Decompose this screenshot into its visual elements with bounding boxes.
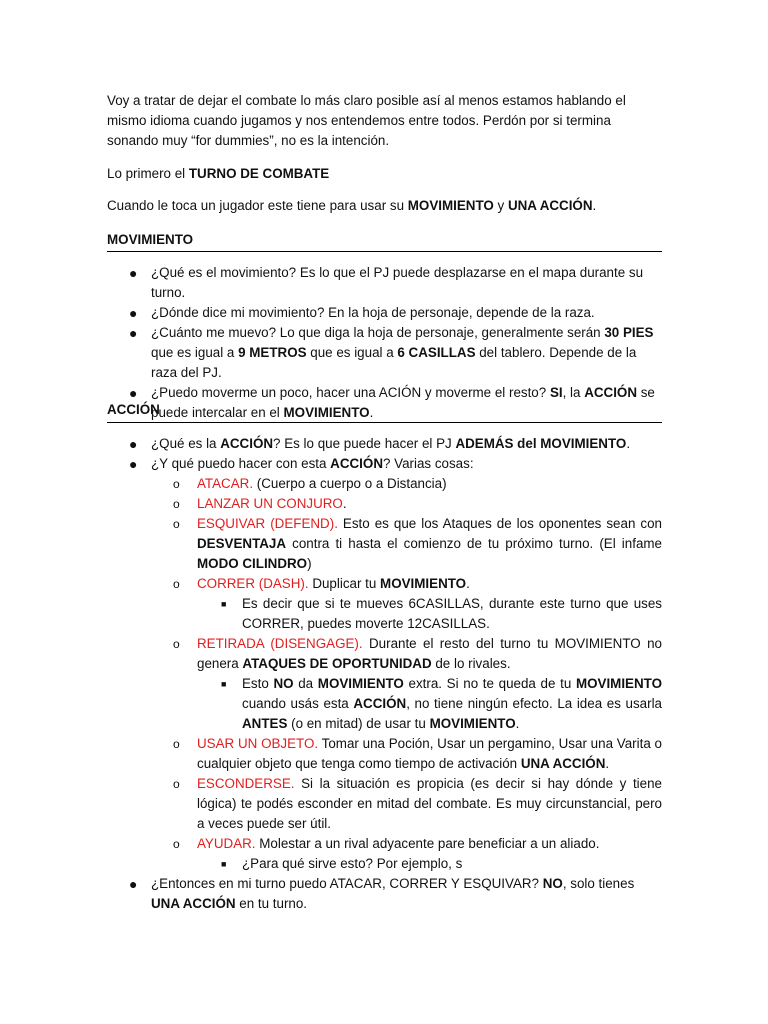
bold-text: ACCIÓN (220, 436, 274, 451)
sub-item-text: , no tiene ningún efecto. La idea es usarla (406, 696, 662, 711)
action-name: ESQUIVAR (DEFEND). (197, 516, 338, 531)
list-item-text: , la (562, 385, 585, 400)
list-item (0, 454, 662, 474)
circle-marker: o (173, 777, 180, 791)
sub-item (0, 854, 662, 874)
square-marker: ■ (221, 679, 227, 689)
action-text: Duplicar tu (308, 576, 381, 591)
list-item (0, 263, 662, 303)
list-item-text: . (369, 405, 374, 420)
action-name: LANZAR UN CONJURO (197, 496, 343, 511)
action-item-esconderse (0, 774, 662, 834)
list-item-text: ¿Cuánto me muevo? Lo que diga la hoja de personaje, generalmente serán (151, 325, 605, 340)
section-divider (107, 251, 662, 252)
list-item-text: ¿Qué es la (151, 436, 221, 451)
action-name: USAR UN OBJETO. (197, 736, 319, 751)
list-item-text: que es igual a (151, 345, 239, 360)
bullet-marker: ● (129, 876, 138, 892)
list-item-text: ¿Qué es el movimiento? Es lo que el PJ puede desplazarse en el mapa durante su turno. (151, 265, 644, 300)
list-item-text: en tu turno. (235, 896, 308, 911)
bold-text: ACCIÓN (330, 456, 383, 471)
bold-text: 6 CASILLAS (397, 345, 476, 360)
action-text: Esto es que los Ataques de los oponentes sean con (337, 516, 663, 531)
bold-text: MODO CILINDRO (197, 556, 308, 571)
circle-marker: o (173, 737, 180, 751)
action-text: Durante el resto del turno tu MOVIMIENTO no genera (197, 636, 662, 671)
section-divider (107, 422, 662, 423)
list-item-text: . (626, 436, 631, 451)
bold-text: 30 PIES (604, 325, 654, 340)
bold-text: MOVIMIENTO (380, 576, 467, 591)
list-item (0, 383, 662, 423)
circle-marker: o (173, 517, 180, 531)
bold-text: ACCIÓN (353, 696, 407, 711)
action-text: . (342, 496, 347, 511)
action-text: . (605, 756, 610, 771)
list-item (0, 434, 662, 454)
movimiento-heading: MOVIMIENTO (107, 232, 194, 247)
action-text: contra ti hasta el comienzo de tu próximo turno. (El infame (286, 536, 662, 551)
bold-text: UNA ACCIÓN (151, 896, 236, 911)
circle-marker: o (173, 497, 180, 511)
action-item-ayudar (0, 834, 662, 854)
action-item-correr (0, 574, 662, 594)
turno-paragraph (107, 164, 662, 184)
square-marker: ■ (221, 859, 227, 869)
bullet-marker: ● (129, 305, 138, 321)
action-item-objeto (0, 734, 662, 774)
sub-item-text: cuando usás esta (242, 696, 354, 711)
bold-text: SI (549, 385, 563, 400)
action-name: ATACAR. (197, 476, 254, 491)
circle-marker: o (173, 577, 180, 591)
sub-item-text: da (293, 676, 318, 691)
sub-item-text: (o en mitad) de usar tu (287, 716, 430, 731)
bullet-marker: ● (129, 265, 138, 281)
sub-item-text: . (515, 716, 520, 731)
intro-paragraph: Voy a tratar de dejar el combate lo más claro posible así al menos estamos hablando el mismo idioma cuando jugamos y nos entendemos entre todos. Perdón por si termina sonando muy “for dummies”, no es la intención. (107, 93, 626, 148)
bullet-marker: ● (129, 325, 138, 341)
action-item-retirada (0, 634, 662, 674)
list-item-text: que es igual a (306, 345, 398, 360)
bold-text: ATAQUES DE OPORTUNIDAD (242, 656, 432, 671)
cuando-text: . (592, 198, 597, 213)
list-item-text: ¿Dónde dice mi movimiento? En la hoja de personaje, depende de la raza. (151, 305, 595, 320)
cuando-bold-movimiento: MOVIMIENTO (407, 198, 494, 213)
list-item-text: ¿Entonces en mi turno puedo ATACAR, CORRER Y ESQUIVAR? (151, 876, 543, 891)
bold-text: DESVENTAJA (197, 536, 287, 551)
action-item-lanzar (0, 494, 662, 514)
bold-text: MOVIMIENTO (317, 676, 404, 691)
list-item-text: del tablero. Depende de la raza del PJ. (151, 345, 637, 380)
action-text: . (466, 576, 470, 591)
action-item-esquivar (0, 514, 662, 574)
sub-item-text: extra. Si no te queda de tu (403, 676, 576, 691)
bold-text: MOVIMIENTO (283, 405, 370, 420)
list-item-text: , solo tienes (562, 876, 635, 891)
accion-heading: ACCIÓN (107, 402, 160, 417)
sub-item (0, 674, 662, 734)
cuando-text: y (493, 198, 508, 213)
bullet-marker: ● (129, 436, 138, 452)
turno-bold: TURNO DE COMBATE (188, 166, 330, 181)
bold-text: MOVIMIENTO (575, 676, 662, 691)
list-item-text: ? Varias cosas: (383, 456, 474, 471)
bold-text: ADEMÁS del MOVIMIENTO (455, 436, 627, 451)
action-text: de lo rivales. (431, 656, 511, 671)
action-name: AYUDAR. (197, 836, 256, 851)
bold-text: MOVIMIENTO (429, 716, 516, 731)
turno-text: Lo primero el (107, 166, 189, 181)
cuando-text: Cuando le toca un jugador este tiene para usar su (107, 198, 408, 213)
sub-item (0, 594, 662, 634)
circle-marker: o (173, 637, 180, 651)
action-text: (Cuerpo a cuerpo o a Distancia) (253, 476, 447, 491)
bold-text: 9 METROS (238, 345, 307, 360)
list-item (0, 874, 662, 914)
cuando-bold-accion: UNA ACCIÓN (507, 198, 593, 213)
accion-list (0, 434, 768, 914)
bold-text: ANTES (242, 716, 288, 731)
movimiento-list (0, 263, 768, 423)
cuando-paragraph (107, 196, 662, 216)
bold-text: UNA ACCIÓN (520, 756, 606, 771)
action-name: ESCONDERSE. (197, 776, 295, 791)
action-name: RETIRADA (DISENGAGE). (197, 636, 363, 651)
list-item-text: ¿Y qué puedo hacer con esta (151, 456, 331, 471)
sub-item-text: Es decir que si te mueves 6CASILLAS, durante este turno que uses CORRER, puedes moverte 12CASILLAS. (242, 596, 662, 631)
circle-marker: o (173, 837, 180, 851)
square-marker: ■ (221, 599, 227, 609)
bullet-marker: ● (129, 385, 138, 401)
bold-text: ACCIÓN (584, 385, 638, 400)
list-item-text: ? Es lo que puede hacer el PJ (273, 436, 456, 451)
list-item-text: ¿Puedo moverme un poco, hacer una ACIÓN y moverme el resto? (151, 385, 550, 400)
list-item-text: se puede intercalar en el (151, 385, 655, 420)
list-item (0, 303, 662, 323)
action-name: CORRER (DASH). (197, 576, 309, 591)
bullet-marker: ● (129, 456, 138, 472)
list-item (0, 323, 662, 383)
action-text: Molestar a un rival adyacente pare beneficiar a un aliado. (255, 836, 600, 851)
bold-text: NO (542, 876, 563, 891)
action-text: Tomar una Poción, Usar un pergamino, Usar una Varita o cualquier objeto que tenga como tiempo de activación (197, 736, 662, 771)
action-text: ) (307, 556, 312, 571)
sub-item-text: Esto (242, 676, 274, 691)
action-text: Si la situación es propicia (es decir si hay dónde y tiene lógica) te podés esconder en mitad del combate. Es muy circunstancial, pero a veces puede ser útil. (197, 776, 662, 831)
bold-text: NO (273, 676, 294, 691)
action-item-atacar (0, 474, 662, 494)
sub-item-text: ¿Para qué sirve esto? Por ejemplo, s (242, 856, 463, 871)
circle-marker: o (173, 477, 180, 491)
